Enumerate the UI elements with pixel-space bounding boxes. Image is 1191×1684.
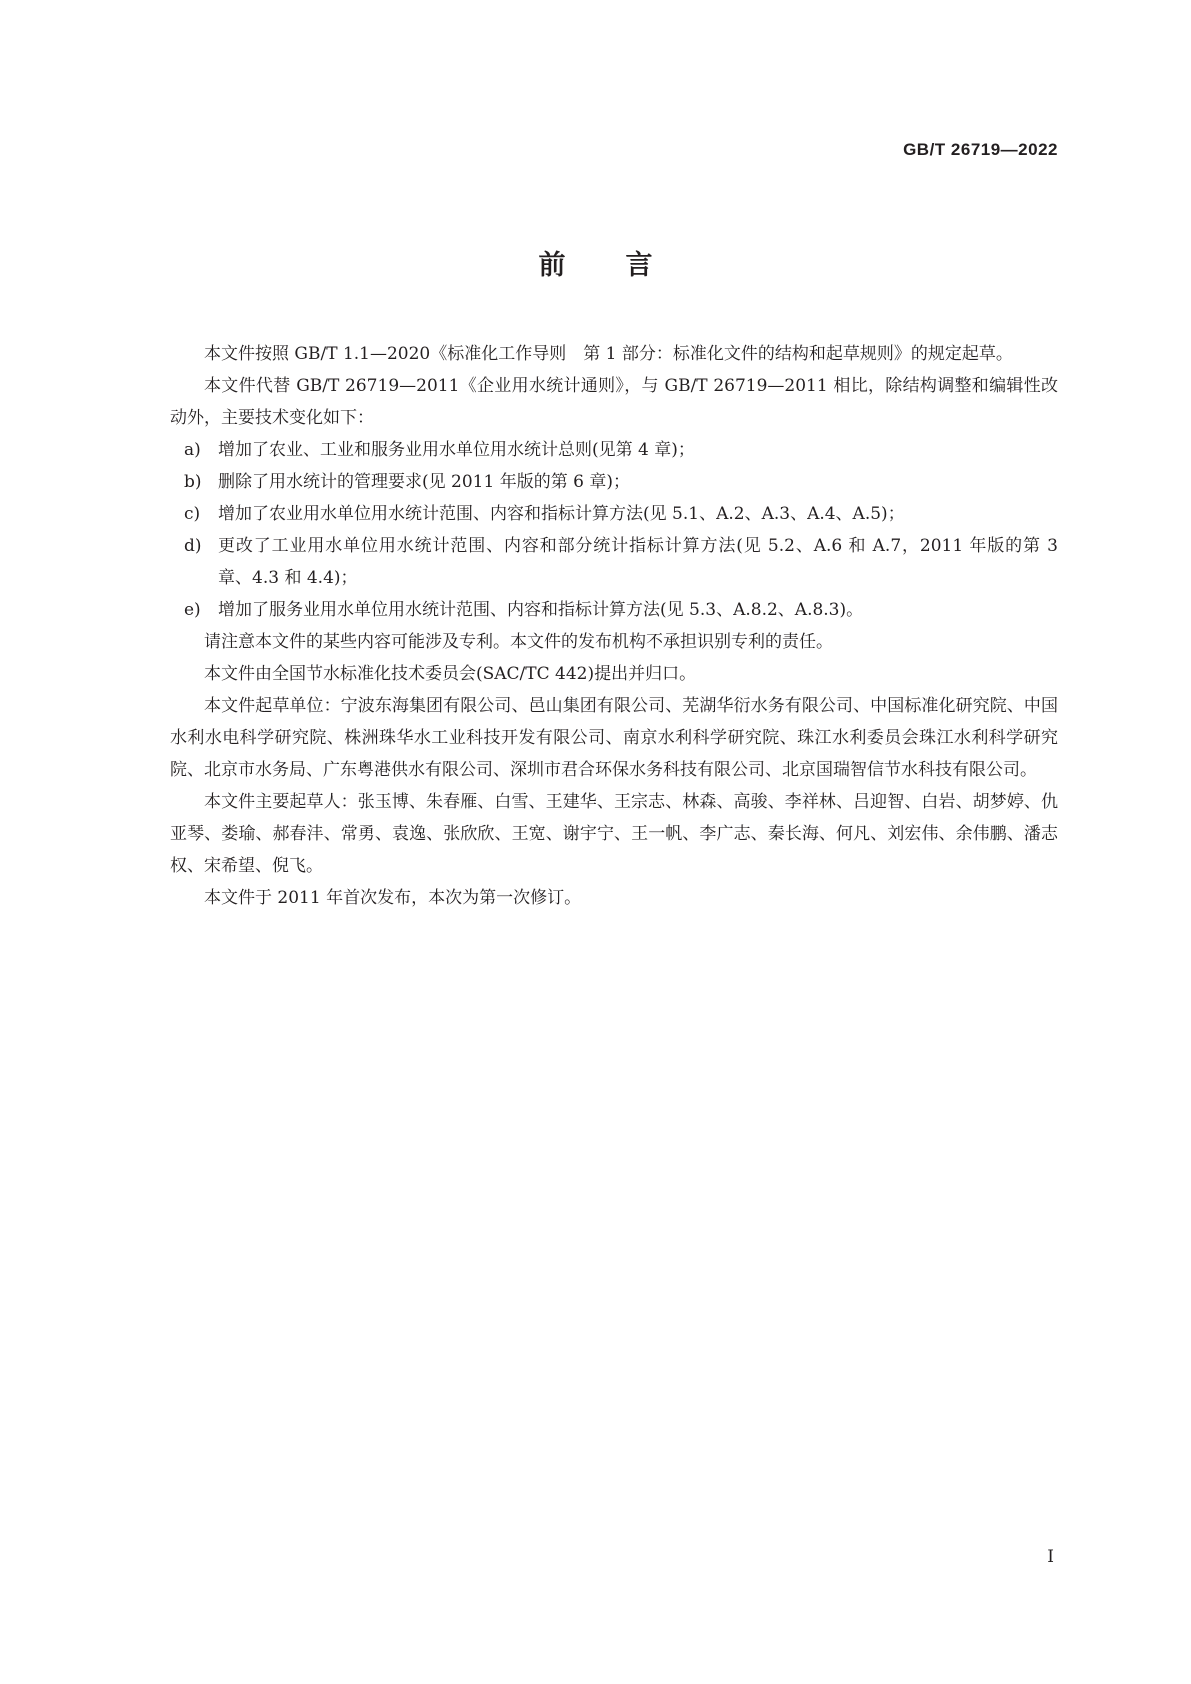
change-item-c (170, 498, 1058, 530)
change-text: 增加了农业用水单位用水统计范围、内容和指标计算方法(见 5.1、A.2、A.3、A.4、A.5)； (218, 504, 905, 524)
paragraph-replacement: 本文件代替 GB/T 26719—2011《企业用水统计通则》，与 GB/T 26719—2011 相比，除结构调整和编辑性改动外，主要技术变化如下： (170, 376, 1058, 428)
change-item-e (170, 594, 1058, 626)
standard-code: GB/T 26719—2022 (903, 140, 1058, 159)
change-text: 增加了服务业用水单位用水统计范围、内容和指标计算方法(见 5.3、A.8.2、A.8.3)。 (218, 600, 864, 620)
change-text: 删除了用水统计的管理要求(见 2011 年版的第 6 章)； (218, 472, 630, 492)
paragraph-proposer: 本文件由全国节水标准化技术委员会(SAC/TC 442)提出并归口。 (204, 664, 697, 684)
paragraph-release-history: 本文件于 2011 年首次发布，本次为第一次修订。 (204, 888, 582, 908)
list-marker: e) (184, 600, 201, 620)
change-text: 更改了工业用水单位用水统计范围、内容和部分统计指标计算方法(见 5.2、A.6 和 A.7，2011 年版的第 3 章、4.3 和 4.4)； (218, 536, 1058, 588)
paragraph-drafting-units: 本文件起草单位：宁波东海集团有限公司、邑山集团有限公司、芜湖华衍水务有限公司、中国标准化研究院、中国水利水电科学研究院、株洲珠华水工业科技开发有限公司、南京水利科学研究院、珠江水利委员会珠江水利科学研究院、北京市水务局、广东粤港供水有限公司、深圳市君合环保水务科技有限公司、北京国瑞智信节水科技有限公司。 (170, 696, 1058, 780)
list-marker: d) (184, 536, 202, 556)
change-item-a (170, 434, 1058, 466)
paragraph-patent-notice: 请注意本文件的某些内容可能涉及专利。本文件的发布机构不承担识别专利的责任。 (204, 632, 833, 652)
list-marker: b) (184, 472, 202, 492)
change-text: 增加了农业、工业和服务业用水单位用水统计总则(见第 4 章)； (218, 440, 695, 460)
page-number: I (1047, 1547, 1054, 1567)
change-item-d (170, 530, 1058, 594)
page-title: 前言 (538, 250, 713, 281)
paragraph-drafters: 本文件主要起草人：张玉博、朱春雁、白雪、王建华、王宗志、林森、高骏、李祥林、吕迎智、白岩、胡梦婷、仇亚琴、娄瑜、郝春沣、常勇、袁逸、张欣欣、王宽、谢宇宁、王一帆、李广志、秦长海、何凡、刘宏伟、余伟鹏、潘志权、宋希望、倪飞。 (170, 792, 1058, 876)
foreword-body (170, 338, 1058, 914)
paragraph-drafting-rules: 本文件按照 GB/T 1.1—2020《标准化工作导则 第 1 部分：标准化文件的结构和起草规则》的规定起草。 (204, 344, 1013, 364)
change-item-b (170, 466, 1058, 498)
list-marker: a) (184, 440, 201, 460)
list-marker: c) (184, 504, 201, 524)
